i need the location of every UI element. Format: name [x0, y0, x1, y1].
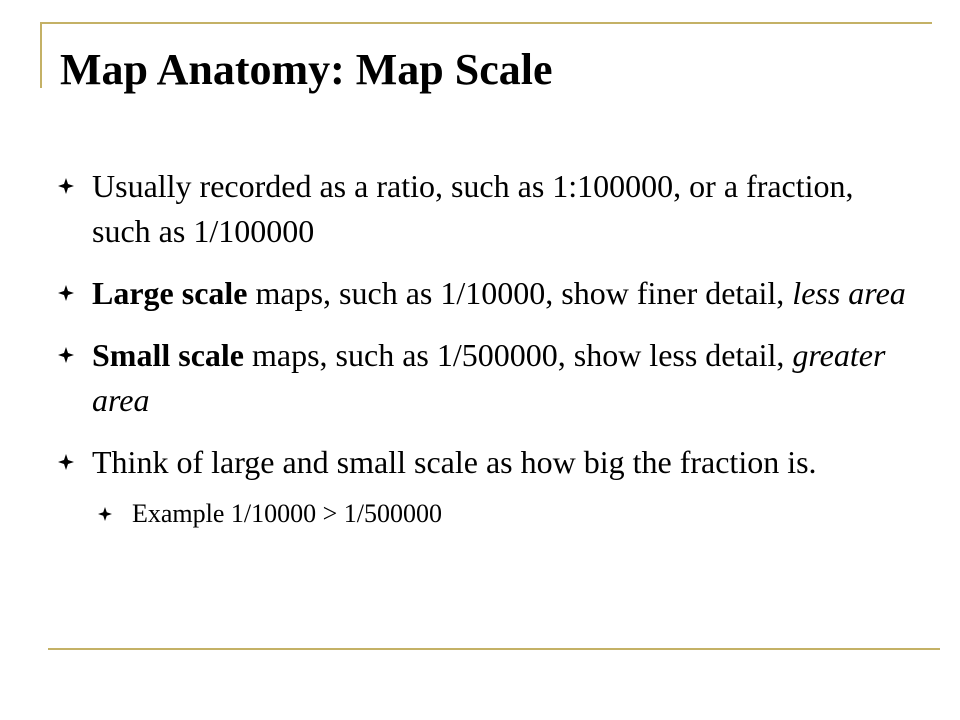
sub-bullet-text: Example 1/10000 > 1/500000 [132, 499, 443, 528]
bullet-item-small-scale [60, 333, 910, 423]
bullet-italic-text: less area [792, 275, 906, 311]
bullet-bold-term: Small scale [92, 337, 244, 373]
bullet-item-think [60, 440, 910, 485]
diamond-bullet-icon [58, 178, 74, 194]
diamond-bullet-icon [58, 285, 74, 301]
bullet-bold-term: Large scale [92, 275, 248, 311]
diamond-bullet-icon [98, 507, 112, 521]
bullet-item-large-scale [60, 271, 910, 316]
bottom-border-line [48, 648, 940, 650]
diamond-bullet-icon [58, 347, 74, 363]
bullet-text: Think of large and small scale as how big the fraction is. [92, 444, 817, 480]
slide-title: Map Anatomy: Map Scale [60, 45, 553, 94]
bullet-italic-text: greater area [92, 337, 886, 418]
bullet-text: maps, such as 1/500000, show less detail, [243, 337, 793, 373]
bullet-item-recorded [60, 164, 910, 254]
bullet-text: Usually recorded as a ratio, such as 1:100000, or a fraction, such as 1/100000 [92, 168, 854, 249]
top-border-line [40, 22, 932, 24]
bullet-list [60, 164, 910, 532]
left-border-line [40, 22, 42, 88]
sub-bullet-item-example [60, 496, 910, 532]
bullet-text: maps, such as 1/10000, show finer detail, [247, 275, 793, 311]
diamond-bullet-icon [58, 454, 74, 470]
